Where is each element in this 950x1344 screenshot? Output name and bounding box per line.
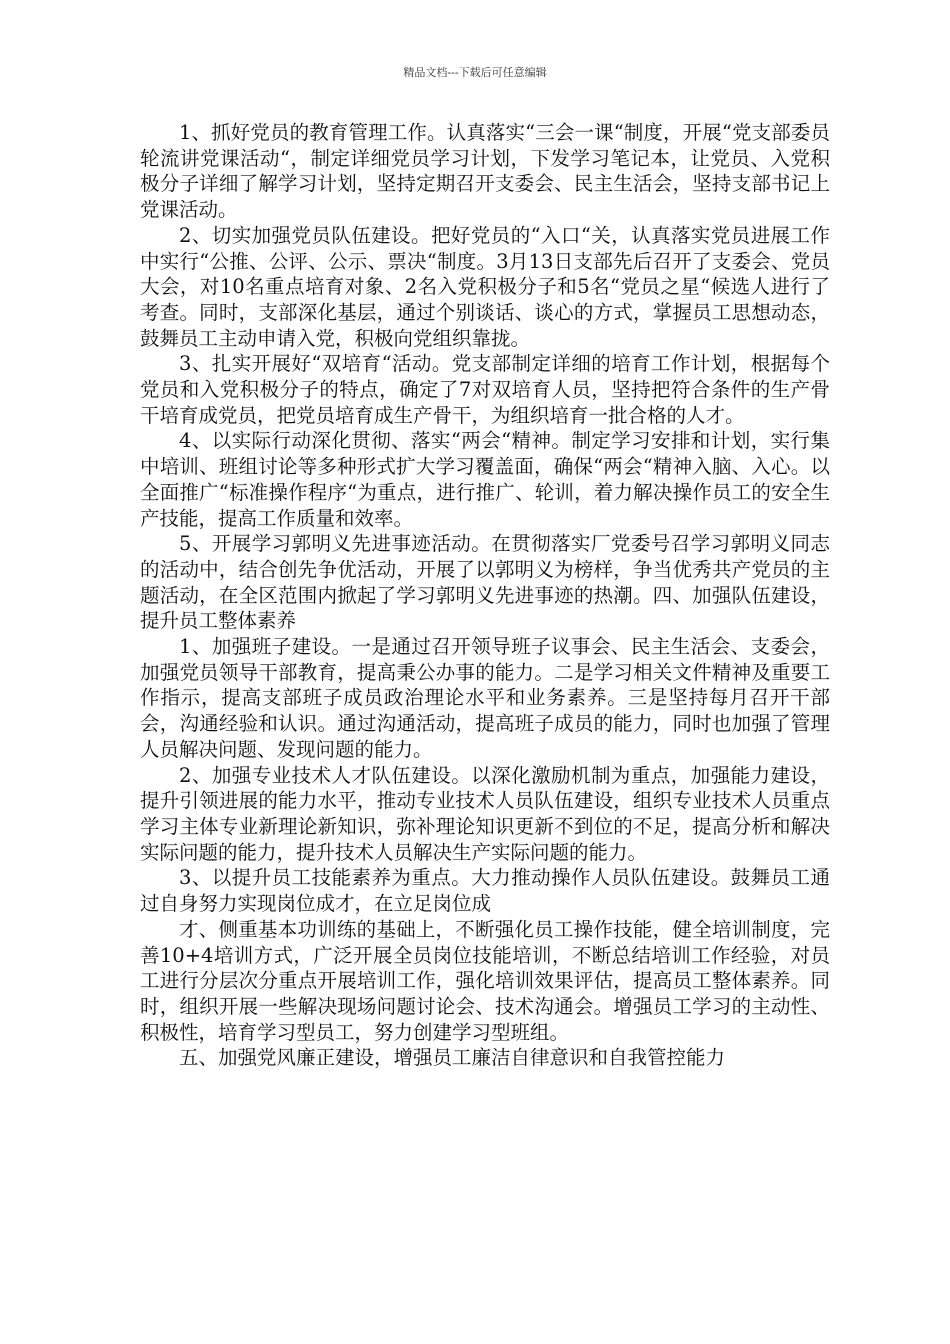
paragraph-4: 4、以实际行动深化贯彻、落实“两会“精神。制定学习安排和计划，实行集中培训、班组讨论等多种形式扩大学习覆盖面，确保“两会“精神入脑、入心。以全面推广“标准操作程序“为重点，进行推广、轮训，着力解决操作员工的安全生产技能，提高工作质量和效率。 <box>140 429 830 530</box>
paragraph-10: 五、加强党风廉正建设，增强员工廉洁自律意识和自我管控能力 <box>179 1046 726 1070</box>
document-body <box>140 120 830 1071</box>
paragraph-9: 才、侧重基本功训练的基础上，不断强化员工操作技能，健全培训制度，完善10+4培训方式，广泛开展全员岗位技能培训，不断总结培训工作经验，对员工进行分层次分重点开展培训工作，强化培训效果评估，提高员工整体素养。同时，组织开展一些解决现场问题讨论会、技术沟通会。增强员工学习的主动性、积极性，培育学习型员工，努力创建学习型班组。 <box>140 917 830 1044</box>
paragraph-3: 3、扎实开展好“双培育“活动。党支部制定详细的培育工作计划，根据每个党员和入党积极分子的特点，确定了7对双培育人员，坚持把符合条件的生产骨干培育成党员，把党员培育成生产骨干，为组织培育一批合格的人才。 <box>140 352 830 427</box>
page-header: 精品文档---下载后可任意编辑 <box>403 66 547 79</box>
paragraph-1: 1、抓好党员的教育管理工作。认真落实“三会一课“制度，开展“党支部委员轮流讲党课活动“，制定详细党员学习计划，下发学习笔记本，让党员、入党积极分子详细了解学习计划，坚持定期召开支委会、民主生活会，坚持支部书记上党课活动。 <box>140 121 830 222</box>
paragraph-5: 5、开展学习郭明义先进事迹活动。在贯彻落实厂党委号召学习郭明义同志的活动中，结合创先争优活动，开展了以郭明义为榜样，争当优秀共产党员的主题活动，在全区范围内掀起了学习郭明义先进事迹的热潮。四、加强队伍建设，提升员工整体素养 <box>140 532 830 633</box>
paragraph-8: 3、以提升员工技能素养为重点。大力推动操作人员队伍建设。鼓舞员工通过自身努力实现岗位成才，在立足岗位成 <box>140 866 830 916</box>
paragraph-6: 1、加强班子建设。一是通过召开领导班子议事会、民主生活会、支委会，加强党员领导干部教育，提高秉公办事的能力。二是学习相关文件精神及重要工作指示，提高支部班子成员政治理论水平和业务素养。三是坚持每月召开干部会，沟通经验和认识。通过沟通活动，提高班子成员的能力，同时也加强了管理人员解决问题、发现问题的能力。 <box>140 635 830 761</box>
paragraph-2: 2、切实加强党员队伍建设。把好党员的“入口“关，认真落实党员进展工作中实行“公推、公评、公示、票决“制度。3月13日支部先后召开了支委会、党员大会，对10名重点培育对象、2名入党积极分子和5名“党员之星“候选人进行了考查。同时，支部深化基层，通过个别谈话、谈心的方式，掌握员工思想动态，鼓舞员工主动申请入党，积极向党组织靠拢。 <box>140 223 830 350</box>
paragraph-7: 2、加强专业技术人才队伍建设。以深化激励机制为重点，加强能力建设，提升引领进展的能力水平，推动专业技术人员队伍建设，组织专业技术人员重点学习主体专业新理论新知识，弥补理论知识更新不到位的不足，提高分析和解决实际问题的能力，提升技术人员解决生产实际问题的能力。 <box>140 763 830 864</box>
